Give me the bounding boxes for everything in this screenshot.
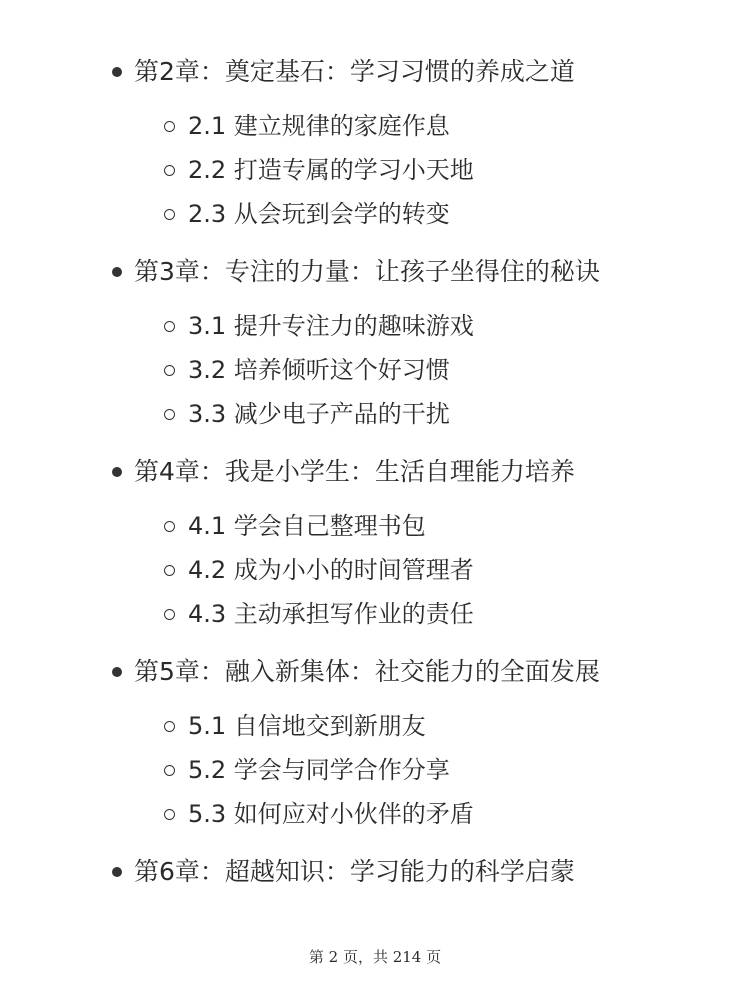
section-title: 4.3 主动承担写作业的责任 [188, 600, 474, 628]
section-entry [0, 304, 750, 348]
section-entry [0, 192, 750, 236]
hollow-bullet-icon [164, 209, 175, 220]
section-entry [0, 548, 750, 592]
section-entry [0, 148, 750, 192]
hollow-bullet-icon [164, 165, 175, 176]
hollow-bullet-icon [164, 121, 175, 132]
hollow-bullet-icon [164, 365, 175, 376]
page-number-footer: 第 2 页，共 214 页 [308, 948, 442, 966]
hollow-bullet-icon [164, 765, 175, 776]
chapter-title: 第3章：专注的力量：让孩子坐得住的秘诀 [134, 257, 600, 286]
chapter-title: 第2章：奠定基石：学习习惯的养成之道 [134, 57, 575, 86]
section-title: 2.1 建立规律的家庭作息 [188, 112, 450, 140]
hollow-bullet-icon [164, 409, 175, 420]
section-title: 4.1 学会自己整理书包 [188, 512, 426, 540]
filled-bullet-icon [112, 267, 122, 277]
hollow-bullet-icon [164, 609, 175, 620]
chapter-entry [0, 648, 750, 696]
section-title: 2.2 打造专属的学习小天地 [188, 156, 474, 184]
chapter-entry [0, 248, 750, 296]
section-entry [0, 392, 750, 436]
section-list [0, 304, 750, 436]
section-entry [0, 104, 750, 148]
hollow-bullet-icon [164, 721, 175, 732]
section-entry [0, 504, 750, 548]
section-list [0, 704, 750, 836]
filled-bullet-icon [112, 467, 122, 477]
hollow-bullet-icon [164, 809, 175, 820]
section-list [0, 504, 750, 636]
section-title: 3.2 培养倾听这个好习惯 [188, 356, 450, 384]
hollow-bullet-icon [164, 565, 175, 576]
section-entry [0, 704, 750, 748]
chapter-entry [0, 48, 750, 96]
hollow-bullet-icon [164, 521, 175, 532]
section-title: 5.3 如何应对小伙伴的矛盾 [188, 800, 474, 828]
section-entry [0, 792, 750, 836]
chapter-title: 第6章：超越知识：学习能力的科学启蒙 [134, 857, 575, 886]
filled-bullet-icon [112, 667, 122, 677]
section-title: 5.2 学会与同学合作分享 [188, 756, 450, 784]
hollow-bullet-icon [164, 321, 175, 332]
filled-bullet-icon [112, 867, 122, 877]
chapter-title: 第4章：我是小学生：生活自理能力培养 [134, 457, 575, 486]
section-list [0, 104, 750, 236]
chapter-title: 第5章：融入新集体：社交能力的全面发展 [134, 657, 600, 686]
chapter-entry [0, 848, 750, 896]
section-title: 2.3 从会玩到会学的转变 [188, 200, 450, 228]
filled-bullet-icon [112, 67, 122, 77]
section-entry [0, 348, 750, 392]
section-title: 3.1 提升专注力的趣味游戏 [188, 312, 474, 340]
section-title: 4.2 成为小小的时间管理者 [188, 556, 474, 584]
section-title: 3.3 减少电子产品的干扰 [188, 400, 450, 428]
section-entry [0, 748, 750, 792]
section-title: 5.1 自信地交到新朋友 [188, 712, 426, 740]
section-entry [0, 592, 750, 636]
chapter-entry [0, 448, 750, 496]
table-of-contents [0, 48, 750, 904]
